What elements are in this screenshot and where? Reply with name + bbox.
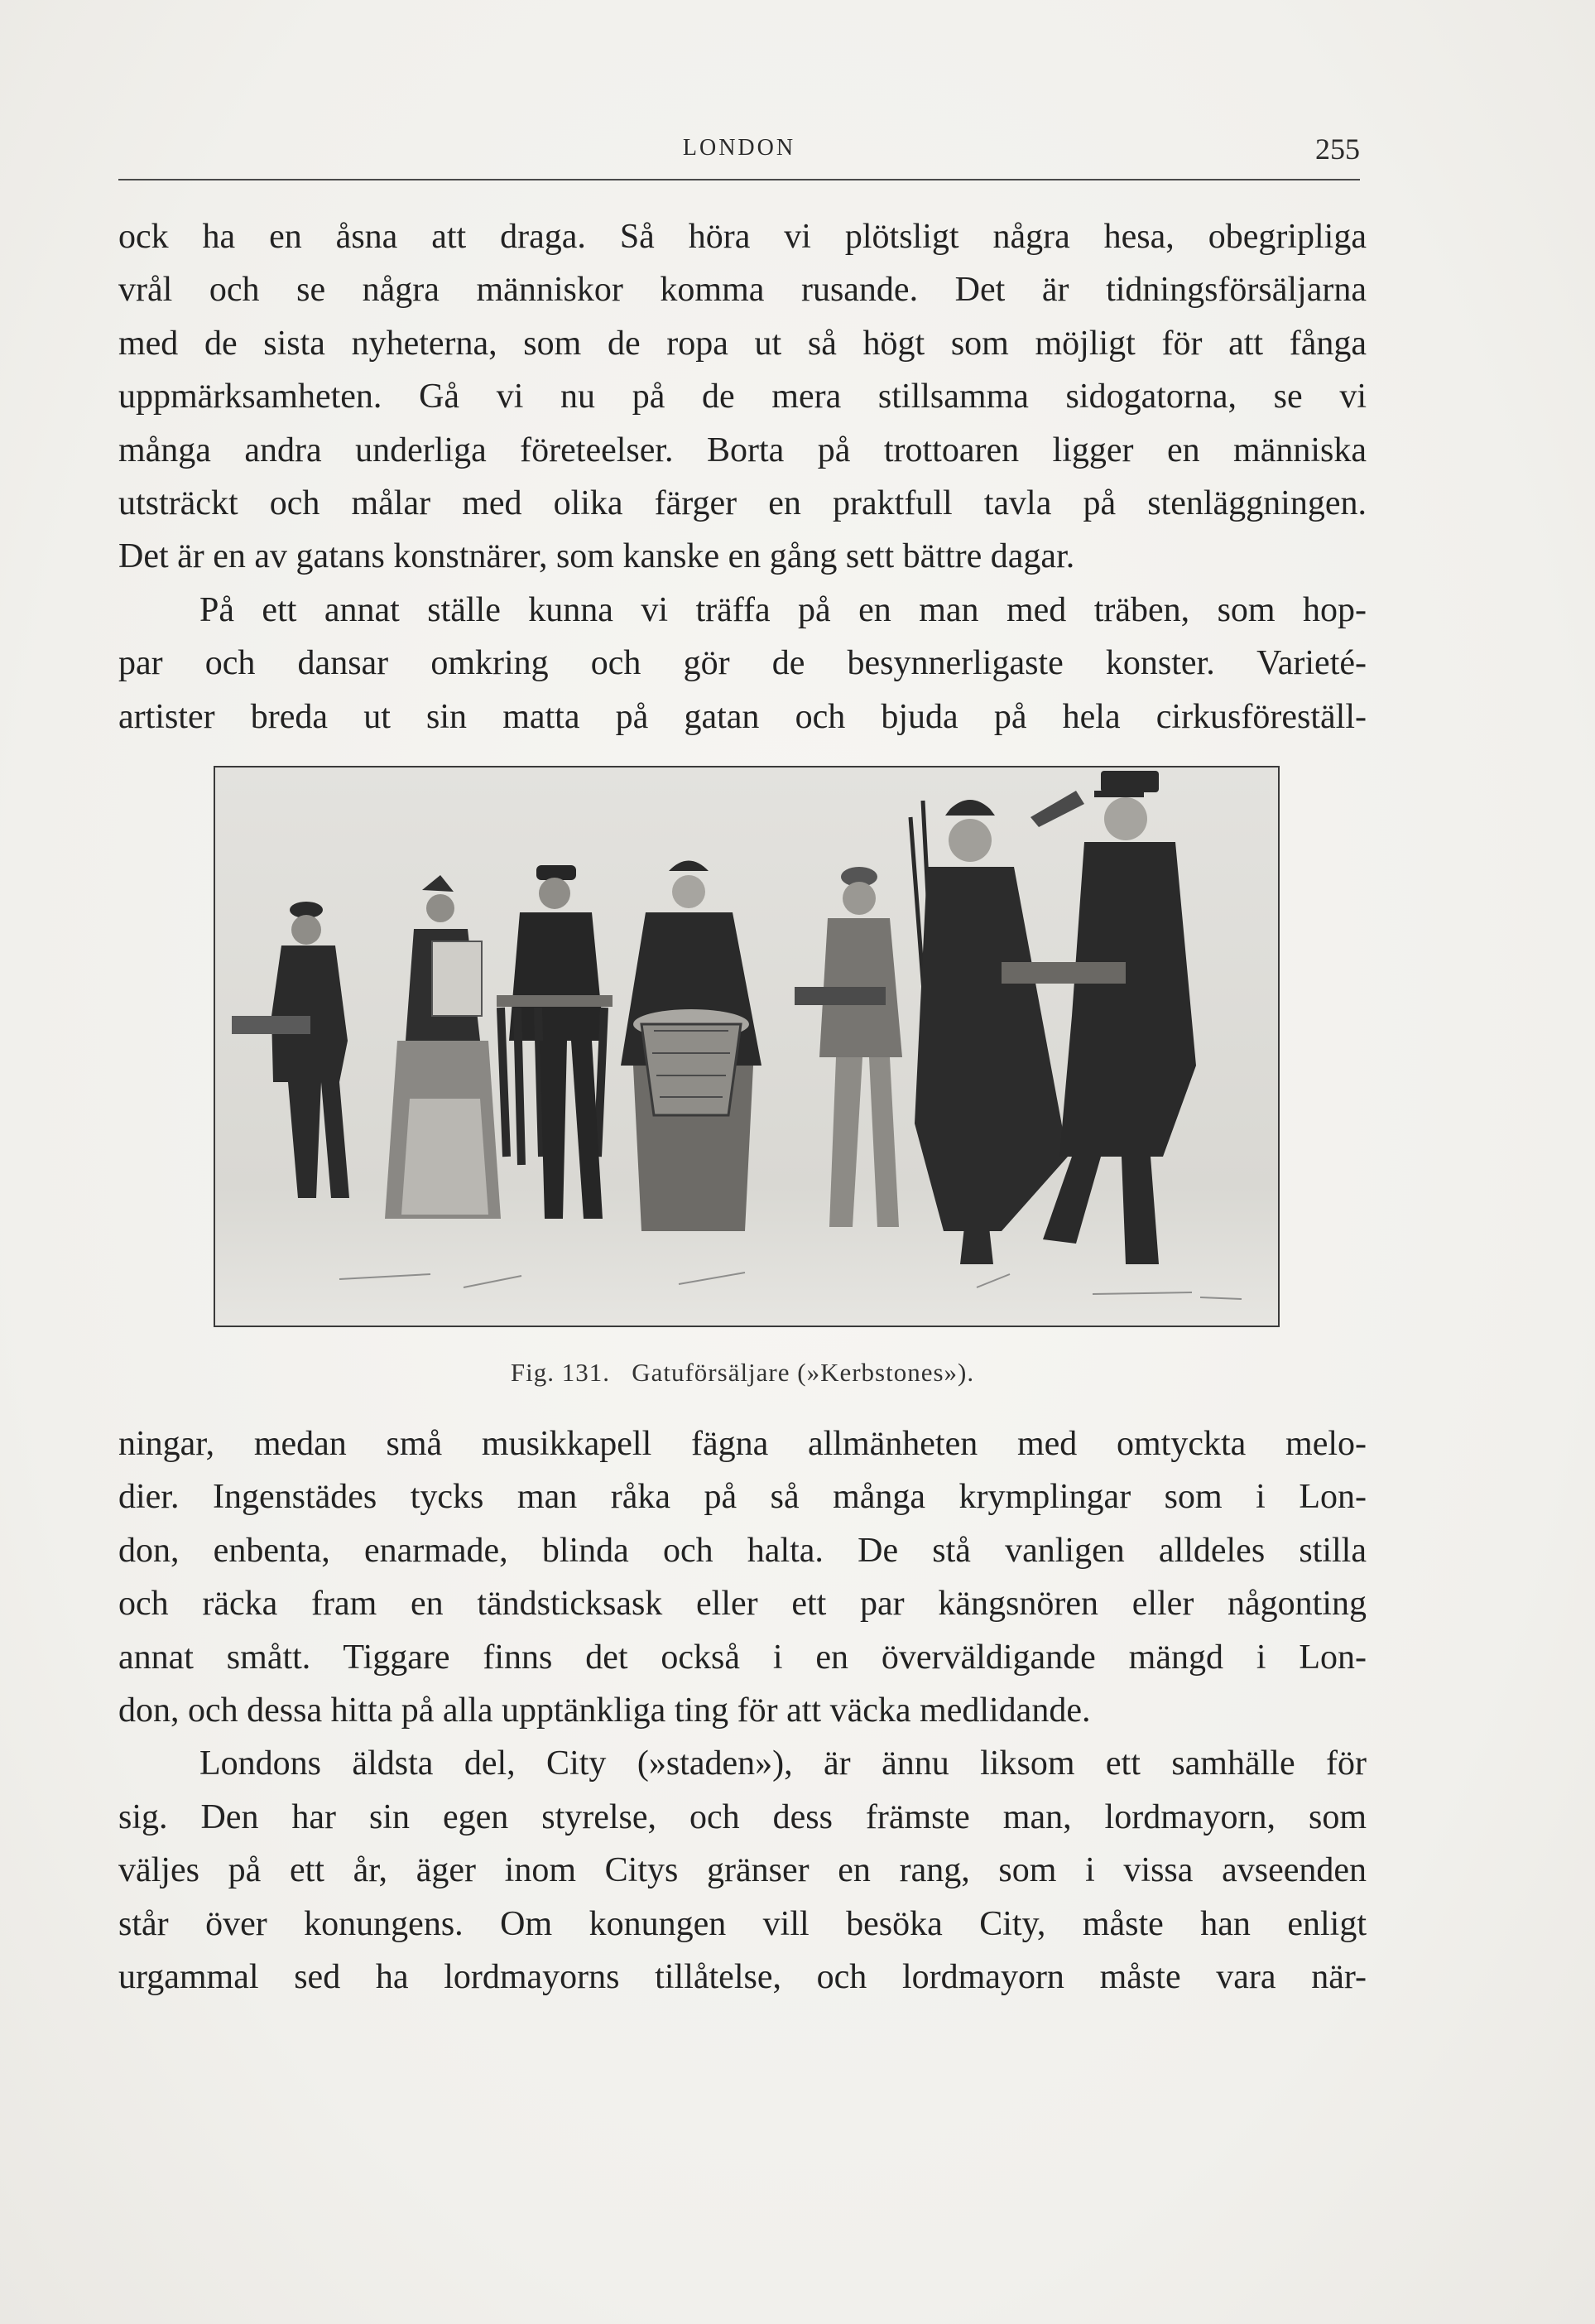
text-line: Londons äldsta del, City (»staden»), är ännu liksom ett samhälle för [199,1744,1367,1783]
running-title: LONDON [682,135,796,161]
text-line: och räcka fram en tändsticksask eller ett par kängsnören eller någonting [118,1585,1367,1624]
body-text-top [118,210,1367,743]
figure-caption-text: Gatuförsäljare (»Kerbstones»). [632,1358,975,1387]
text-line: många andra underliga företeelser. Borta på trottoaren ligger en människa [118,431,1367,469]
figure-caption [118,1358,1367,1388]
body-text-bottom [118,1417,1367,2004]
text-line: ock ha en åsna att draga. Så höra vi plötsligt några hesa, obegripliga [118,218,1367,256]
text-line: uppmärksamheten. Gå vi nu på de mera stillsamma sidogatorna, se vi [118,378,1367,416]
running-head [118,128,1360,170]
text-line: urgammal sed ha lordmayorns tillåtelse, och lordmayorn måste vara när- [118,1957,1367,1996]
text-line: annat smått. Tiggare finns det också i en överväldigande mängd i Lon- [118,1638,1367,1677]
text-line: sig. Den har sin egen styrelse, och dess främste man, lordmayorn, som [118,1797,1367,1836]
figure-illustration [214,766,1280,1327]
text-line: utsträckt och målar med olika färger en praktfull tavla på stenläggningen. [118,484,1367,522]
text-line: Det är en av gatans konstnärer, som kanske en gång sett bättre dagar. [118,537,1075,576]
street-vendors-drawing [215,767,1278,1326]
text-line: artister breda ut sin matta på gatan och bjuda på hela cirkusföreställ- [118,697,1367,736]
text-line: med de sista nyheterna, som de ropa ut så högt som möjligt för att fånga [118,324,1367,363]
text-line: står över konungens. Om konungen vill besöka City, måste han enligt [118,1904,1367,1943]
text-line: På ett annat ställe kunna vi träffa på en man med träben, som hop- [199,590,1367,629]
text-line: ningar, medan små musikkapell fägna allmänheten med omtyckta melo- [118,1425,1367,1463]
header-rule [118,179,1360,180]
figure-number: Fig. 131. [510,1358,610,1387]
text-line: väljes på ett år, äger inom Citys gränser en rang, som i vissa avseenden [118,1851,1367,1890]
text-line: vrål och se några människor komma rusande. Det är tidningsförsäljarna [118,271,1367,310]
text-line: par och dansar omkring och gör de besynnerligaste konster. Varieté- [118,644,1367,683]
text-line: don, enbenta, enarmade, blinda och halta. De stå vanligen alldeles stilla [118,1531,1367,1570]
text-line: dier. Ingenstädes tycks man råka på så många krymplingar som i Lon- [118,1478,1367,1517]
text-line: don, och dessa hitta på alla upptänkliga ting för att väcka medlidande. [118,1691,1091,1730]
page-number: 255 [1315,132,1360,166]
